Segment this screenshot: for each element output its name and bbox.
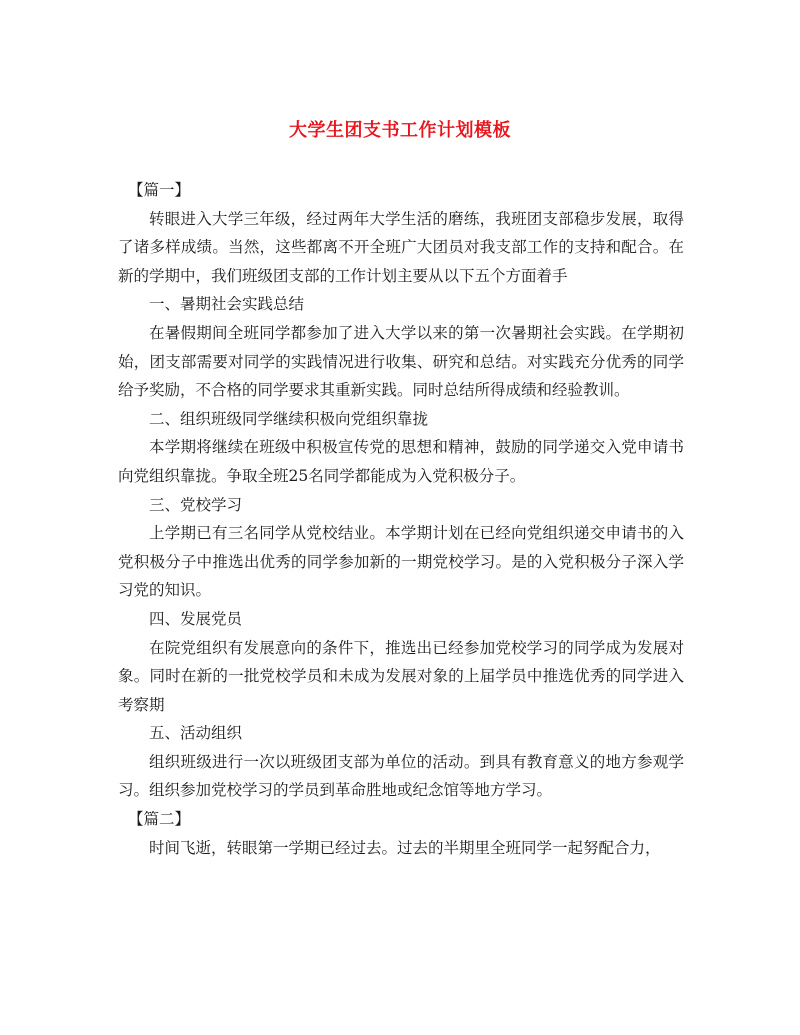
- heading-party-organization: 二、组织班级同学继续积极向党组织靠拢: [149, 409, 429, 428]
- heading-party-school: 三、党校学习: [149, 495, 243, 514]
- paragraph-party-school: 上学期已有三名同学从党校结业。本学期计划在已经向党组织递交申请书的入党积极分子中推选出优秀的同学参加新的一期党校学习。是的入党积极分子深入学习党的知识。: [118, 524, 684, 600]
- paragraph-section-two: 时间飞逝，转眼第一学期已经过去。过去的半期里全班同学一起努配合力，: [149, 838, 661, 857]
- heading-activities: 五、活动组织: [149, 724, 243, 743]
- document-title: 大学生团支书工作计划模板: [289, 120, 511, 141]
- section-two-mark: 【篇二】: [128, 810, 191, 829]
- intro-paragraph: 转眼进入大学三年级，经过两年大学生活的磨练，我班团支部稳步发展，取得了诸多样成绩。当然，这些都离不开全班广大团员对我支部工作的支持和配合。在新的学期中，我们班级团支部的工作计划主要从以下五个方面着手: [118, 209, 684, 285]
- heading-summer-practice: 一、暑期社会实践总结: [149, 295, 305, 314]
- paragraph-party-members: 在院党组织有发展意向的条件下，推选出已经参加党校学习的同学成为发展对象。同时在新的一批党校学员和未成为发展对象的上届学员中推选优秀的同学进入考察期: [118, 638, 684, 714]
- heading-party-members: 四、发展党员: [149, 609, 243, 628]
- section-one-mark: 【篇一】: [128, 181, 191, 199]
- paragraph-party-organization: 本学期将继续在班级中积极宣传党的思想和精神，鼓励的同学递交入党申请书向党组织靠拢。争取全班25名同学都能成为入党积极分子。: [118, 438, 684, 485]
- paragraph-activities: 组织班级进行一次以班级团支部为单位的活动。到具有教育意义的地方参观学习。组织参加党校学习的学员到革命胜地或纪念馆等地方学习。: [118, 752, 684, 800]
- document-body: [118, 176, 684, 862]
- paragraph-summer-practice: 在暑假期间全班同学都参加了进入大学以来的第一次暑期社会实践。在学期初始，团支部需要对同学的实践情况进行收集、研究和总结。对实践充分优秀的同学给予奖励，不合格的同学要求其重新实践。同时总结所得成绩和经验教训。: [118, 323, 684, 400]
